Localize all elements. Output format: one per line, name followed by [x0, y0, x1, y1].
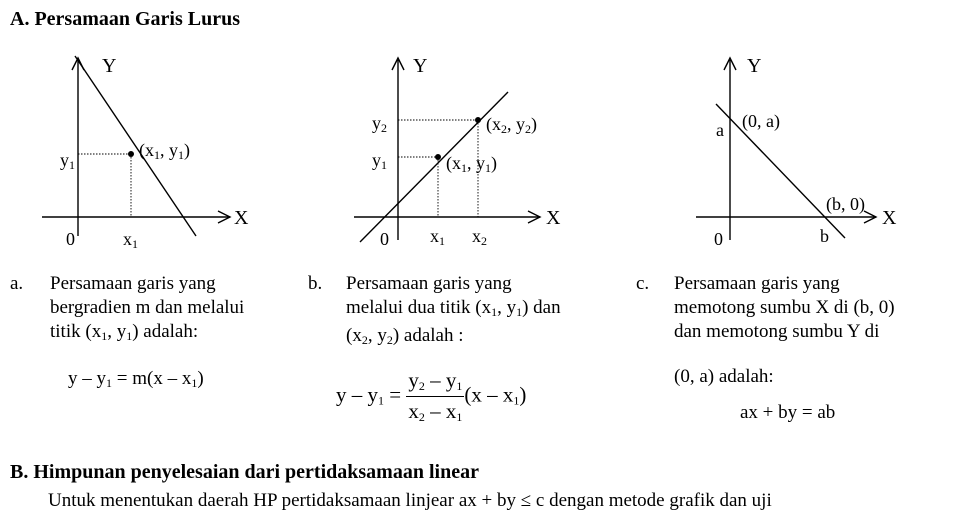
x1-tick-label: x1: [430, 226, 445, 248]
y1-tick-label: y1: [60, 150, 75, 172]
item-a-line-3: titik ($x_1$, $y_1$) adalah:: [50, 321, 199, 343]
graph-a: [30, 40, 260, 250]
item-c-line-2: memotong sumbu X di (b, 0): [674, 297, 895, 318]
item-a-line-2: bergradien m dan melalui: [50, 297, 245, 318]
point-2-label: (x2, y2): [486, 114, 537, 136]
graph-c: [680, 40, 910, 250]
item-b-line-2: melalui dua titik ($x_1$, $y_1$) dan: [346, 297, 561, 319]
item-a-text: [50, 272, 244, 348]
item-c-formula: ax + by = ab: [740, 402, 836, 423]
item-c-line-3: dan memotong sumbu Y di: [674, 321, 880, 342]
x-intercept-point-label: (b, 0): [826, 194, 865, 214]
x1-tick-label: x1: [123, 229, 138, 251]
a-intercept-label: a: [716, 120, 724, 140]
section-b-title: B. Himpunan penyelesaian dari pertidaksamaan linear: [10, 461, 479, 483]
y-intercept-point-label: (0, a): [742, 111, 780, 131]
line: [716, 104, 845, 238]
section-b-text: Untuk menentukan daerah HP pertidaksamaan linjear ax + by ≤ c dengan metode grafik dan uji: [48, 490, 772, 511]
origin-label: 0: [714, 229, 723, 249]
fraction-denominator: $x_2 - x_1$: [408, 399, 463, 424]
item-b-line-3: ($x_2$, $y_2$) adalah :: [346, 325, 464, 347]
origin-label: 0: [380, 229, 389, 249]
x-axis-label: X: [882, 207, 897, 229]
fraction-numerator: $y_2 - y_1$: [406, 368, 464, 397]
y1-tick-label: y1: [372, 150, 387, 172]
point-1-label: (x1, y1): [446, 153, 497, 175]
x-axis-label: X: [546, 207, 561, 229]
item-b-formula: y – $y_1$ = $\frac{y_2 - y_1}{x_2 - x_1}$ $(x - x_1)$: [336, 368, 527, 424]
b-intercept-label: b: [820, 226, 829, 246]
graph-a-svg: [30, 40, 260, 250]
item-b-text: [346, 272, 561, 352]
origin-label: 0: [66, 229, 75, 249]
item-b-line-1: Persamaan garis yang: [346, 273, 512, 294]
y-axis-label: Y: [413, 55, 428, 77]
graph-b: [340, 40, 580, 250]
point-2: [475, 117, 481, 123]
item-a-label: a.: [10, 273, 24, 294]
x-axis-label: X: [234, 207, 249, 229]
x2-tick-label: x2: [472, 226, 487, 248]
point-1: [435, 154, 441, 160]
item-b-label: b.: [308, 273, 323, 294]
section-a-title: A. Persamaan Garis Lurus: [10, 8, 240, 30]
point-label: (x1, y1): [139, 140, 190, 162]
y-axis-label: Y: [747, 55, 762, 77]
item-a-formula: $y - y_1 = m(x - x_1)$: [68, 368, 204, 390]
graph-c-svg: [680, 40, 910, 250]
y-axis-label: Y: [102, 55, 117, 77]
item-c-line-1: Persamaan garis yang: [674, 273, 840, 294]
item-c-line-4: (0, a) adalah:: [674, 366, 774, 387]
graph-b-svg: [340, 40, 580, 250]
y2-tick-label: y2: [372, 113, 387, 135]
fraction: [406, 368, 464, 425]
item-c-label: c.: [636, 273, 650, 294]
point: [128, 151, 134, 157]
item-a-line-1: Persamaan garis yang: [50, 273, 216, 294]
item-c-text: [674, 272, 895, 344]
